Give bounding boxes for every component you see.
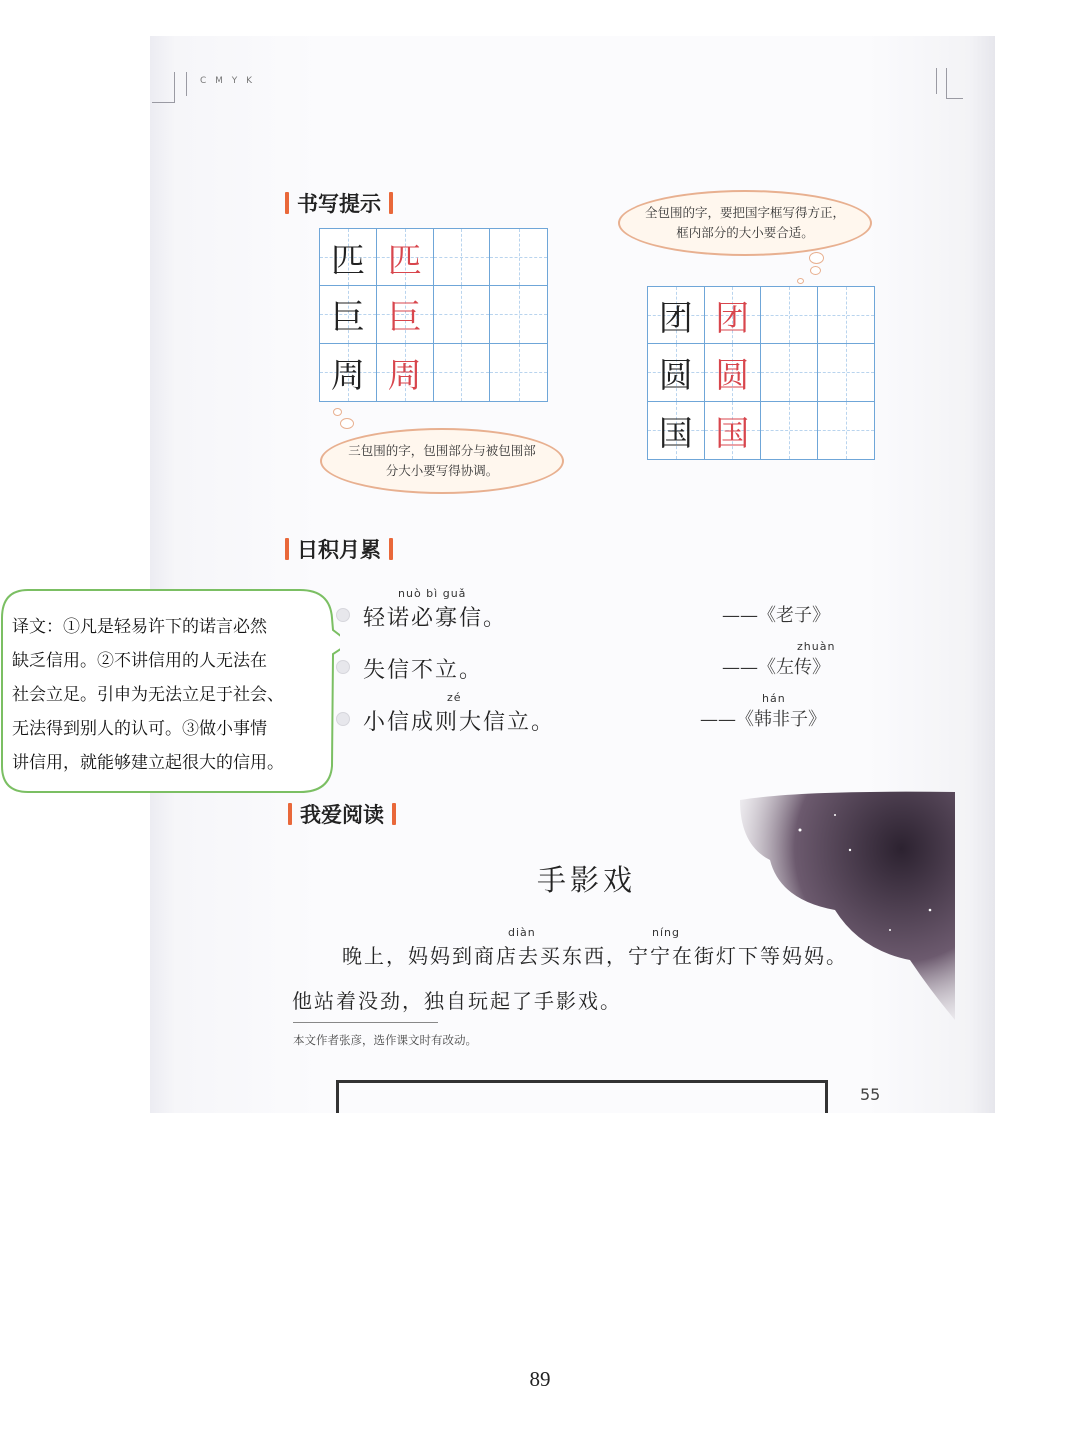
section-heading-reading (288, 799, 396, 829)
grid-cell (818, 402, 875, 459)
source-pinyin: zhuàn (797, 640, 836, 653)
translation-line: 讲信用，就能够建立起很大的信用。 (12, 753, 284, 773)
heading-bar (288, 803, 292, 825)
tip-text: 三包围的字，包围部分与被包围部分大小要写得协调。 (348, 443, 536, 478)
saying-text: 小信成则大信立。 (363, 710, 556, 735)
translation-text (12, 610, 317, 780)
grid-cell (490, 229, 547, 286)
saying-source: ——《左传》 (722, 657, 830, 678)
footnote-divider (293, 1022, 438, 1023)
red-trace-character: 巨 (387, 297, 422, 338)
story-line: 他站着没劲，独自玩起了手影戏。 (292, 989, 622, 1013)
story-pinyin: níng (652, 926, 680, 939)
grid-cell (761, 402, 818, 459)
model-character: 周 (330, 355, 365, 396)
tip-text: 全包围的字，要把国字框写得方正，框内部分的大小要合适。 (644, 205, 845, 240)
grid-cell (320, 286, 377, 343)
model-character: 匹 (330, 240, 365, 281)
model-character: 巨 (330, 297, 365, 338)
grid-cell (377, 286, 434, 343)
grid-cell (434, 286, 491, 343)
red-trace-character: 匹 (387, 240, 422, 281)
grid-cell (648, 402, 705, 459)
grid-cell (490, 286, 547, 343)
grid-cell (377, 344, 434, 401)
heading-bar (392, 803, 396, 825)
grid-cell (648, 287, 705, 344)
red-trace-character: 周 (387, 355, 422, 396)
grid-cell (705, 402, 762, 459)
section-heading-writing-tips (285, 188, 393, 218)
crop-mark (152, 72, 175, 103)
grid-cell (705, 344, 762, 401)
story-line: 晚上，妈妈到商店去买东西，宁宁在街灯下等妈妈。 (342, 944, 848, 968)
heading-bar (389, 192, 393, 214)
cloud-dot (810, 266, 821, 275)
tip-cloud-top (618, 190, 872, 256)
translation-line: 无法得到别人的认可。③做小事情 (12, 719, 267, 739)
grid-cell (434, 344, 491, 401)
grid-cell (761, 287, 818, 344)
cloud-dot (797, 278, 804, 284)
grid-cell (490, 344, 547, 401)
section-title: 我爱阅读 (300, 803, 384, 827)
red-trace-character: 国 (715, 413, 750, 454)
grid-cell (818, 287, 875, 344)
grid-cell (377, 229, 434, 286)
source-pinyin: hán (762, 692, 786, 705)
document-page-number: 89 (529, 1367, 551, 1391)
section-title: 书写提示 (297, 192, 381, 216)
translation-line: 缺乏信用。②不讲信用的人无法在 (12, 651, 267, 671)
saying-text: 失信不立。 (363, 658, 484, 683)
cloud-dot (333, 408, 342, 416)
heading-bar (285, 538, 289, 560)
grid-cell (320, 344, 377, 401)
model-character: 圆 (658, 355, 693, 396)
grid-cell (320, 229, 377, 286)
saying-source: ——《老子》 (722, 605, 830, 626)
story-title: 手影戏 (537, 863, 637, 897)
red-trace-character: 团 (715, 298, 750, 339)
night-sky-illustration (740, 790, 955, 1020)
grid-cell (648, 344, 705, 401)
section-heading-accumulation (285, 534, 393, 564)
writing-grid-right (647, 286, 875, 460)
story-pinyin: diàn (508, 926, 536, 939)
section-title: 日积月累 (297, 538, 381, 562)
grid-cell (434, 229, 491, 286)
saying-text: 轻诺必寡信。 (363, 606, 508, 631)
saying-source: ——《韩非子》 (700, 709, 826, 730)
cloud-dot (340, 418, 354, 429)
red-trace-character: 圆 (715, 355, 750, 396)
grid-cell (818, 344, 875, 401)
crop-mark (936, 68, 938, 94)
heading-bar (389, 538, 393, 560)
grid-cell (761, 344, 818, 401)
translation-line: 社会立足。引申为无法立足于社会、 (12, 685, 284, 705)
model-character: 团 (658, 298, 693, 339)
cmyk-mark: C M Y K (200, 76, 256, 86)
crop-mark (946, 68, 963, 99)
heading-bar (285, 192, 289, 214)
footnote: 本文作者张彦，选作课文时有改动。 (293, 1033, 477, 1047)
writing-grid-left (319, 228, 548, 402)
saying-pinyin: zé (447, 691, 462, 704)
scan-bottom-edge (150, 1113, 1010, 1133)
crop-mark (186, 72, 188, 96)
tip-cloud-bottom (320, 428, 564, 494)
model-character: 国 (658, 413, 693, 454)
translation-line: 译文：①凡是轻易许下的诺言必然 (12, 617, 267, 637)
book-page-number: 55 (860, 1085, 881, 1104)
grid-cell (705, 287, 762, 344)
cloud-dot (809, 252, 824, 264)
saying-pinyin: nuò bì guǎ (398, 587, 467, 600)
